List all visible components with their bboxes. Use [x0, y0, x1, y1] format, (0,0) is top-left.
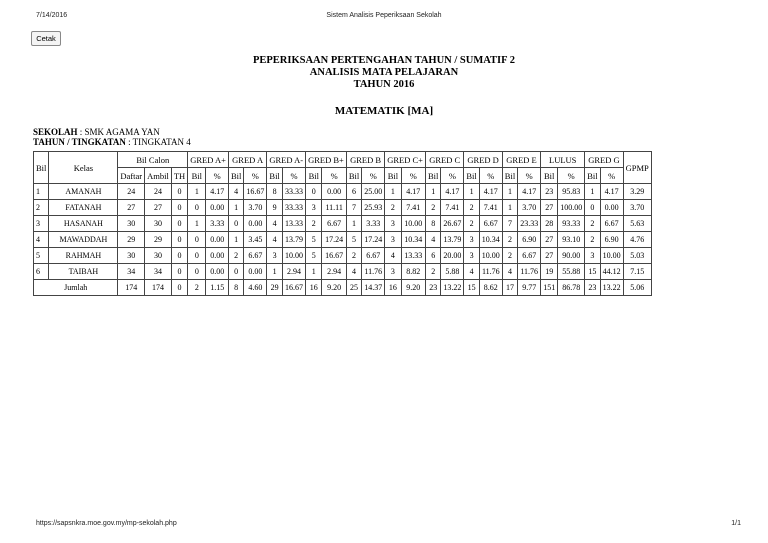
table-cell: 1 [228, 232, 243, 248]
print-page-number: 1/1 [731, 520, 741, 527]
print-date: 7/14/2016 [36, 12, 68, 19]
table-cell: 27 [541, 200, 558, 216]
col-grade: GRED B+ [306, 152, 347, 168]
table-cell: 7.41 [479, 200, 502, 216]
table-cell: 5.03 [623, 248, 651, 264]
table-cell: 6 [425, 248, 440, 264]
table-cell: 10.34 [401, 232, 425, 248]
subcol-bil: Bil [502, 168, 517, 184]
table-cell: 10.00 [282, 248, 305, 264]
table-cell: 7 [502, 216, 517, 232]
table-cell: 7.15 [623, 264, 651, 280]
table-cell: 4 [502, 264, 517, 280]
subcol-pct: % [282, 168, 305, 184]
subcol-bil: Bil [541, 168, 558, 184]
col-grade: GRED D [464, 152, 502, 168]
table-cell: 8.82 [401, 264, 425, 280]
col-bil-calon: Bil Calon [118, 152, 188, 168]
col-grade: GRED A [228, 152, 266, 168]
total-cell: 8.62 [479, 280, 502, 296]
table-cell: 1 [188, 216, 206, 232]
table-cell: 0 [171, 184, 187, 200]
table-cell: 3.29 [623, 184, 651, 200]
table-cell: 25.00 [362, 184, 385, 200]
table-cell: 5 [34, 248, 49, 264]
total-cell: 29 [267, 280, 283, 296]
print-button[interactable]: Cetak [31, 31, 61, 46]
table-cell: 0 [188, 264, 206, 280]
table-cell: 6.67 [362, 248, 385, 264]
subcol-pct: % [600, 168, 623, 184]
table-cell: 16.67 [322, 248, 346, 264]
total-cell: 23 [585, 280, 600, 296]
table-cell: 2 [228, 248, 243, 264]
total-cell: 2 [188, 280, 206, 296]
subcol-bil: Bil [585, 168, 600, 184]
table-cell: 0 [171, 264, 187, 280]
table-cell: 3 [585, 248, 600, 264]
report-title-3: TAHUN 2016 [353, 79, 415, 90]
table-header-row-1 [34, 152, 652, 168]
table-cell: 16.67 [244, 184, 267, 200]
school-line [33, 127, 191, 137]
subcol-bil: Bil [385, 168, 401, 184]
table-cell: 0 [585, 200, 600, 216]
table-cell: 6 [346, 184, 361, 200]
table-cell: 3.45 [244, 232, 267, 248]
table-cell: 6.67 [322, 216, 346, 232]
school-info [33, 127, 191, 147]
table-cell: 2 [502, 248, 517, 264]
table-cell: 7.41 [401, 200, 425, 216]
table-cell: 23 [541, 184, 558, 200]
table-cell: 28 [541, 216, 558, 232]
subcol-pct: % [401, 168, 425, 184]
table-cell: 1 [228, 200, 243, 216]
class-name-cell: HASANAH [49, 216, 118, 232]
table-cell: 3 [464, 232, 479, 248]
col-grade: GRED C [425, 152, 463, 168]
table-cell: 0 [171, 216, 187, 232]
table-cell: 0.00 [206, 248, 229, 264]
table-cell: 10.34 [479, 232, 502, 248]
table-cell: 5 [346, 232, 361, 248]
total-cell: 16 [385, 280, 401, 296]
table-row [34, 216, 652, 232]
table-row [34, 264, 652, 280]
table-cell: 0 [188, 200, 206, 216]
total-cell: 23 [425, 280, 440, 296]
table-cell: 6 [34, 264, 49, 280]
grade-analysis-table [33, 151, 652, 296]
table-cell: 1 [502, 184, 517, 200]
total-cell: 174 [118, 280, 145, 296]
table-cell: 6.90 [600, 232, 623, 248]
subcol-pct: % [322, 168, 346, 184]
table-cell: 0 [171, 200, 187, 216]
subcol-pct: % [479, 168, 502, 184]
table-cell: 0 [188, 232, 206, 248]
table-cell: 30 [118, 248, 145, 264]
table-cell: 4.17 [441, 184, 464, 200]
table-cell: 4.76 [623, 232, 651, 248]
table-cell: 8 [267, 184, 283, 200]
table-cell: 6.67 [244, 248, 267, 264]
table-cell: 90.00 [558, 248, 585, 264]
table-cell: 27 [118, 200, 145, 216]
table-cell: 27 [145, 200, 172, 216]
total-cell: 16 [306, 280, 322, 296]
table-cell: 13.33 [282, 216, 305, 232]
table-cell: 17.24 [362, 232, 385, 248]
table-cell: 15 [585, 264, 600, 280]
table-cell: 3.70 [518, 200, 541, 216]
total-cell: 0 [171, 280, 187, 296]
table-cell: 29 [145, 232, 172, 248]
table-cell: 6.67 [479, 216, 502, 232]
total-cell: 14.37 [362, 280, 385, 296]
table-cell: 0.00 [206, 200, 229, 216]
table-cell: 4 [425, 232, 440, 248]
table-cell: 2 [34, 200, 49, 216]
table-cell: 5 [306, 232, 322, 248]
col-gpmp: GPMP [623, 152, 651, 184]
table-cell: 5.63 [623, 216, 651, 232]
table-cell: 13.33 [401, 248, 425, 264]
table-cell: 4 [267, 216, 283, 232]
total-cell: 9.77 [518, 280, 541, 296]
table-cell: 30 [118, 216, 145, 232]
table-cell: 1 [188, 184, 206, 200]
table-cell: 25.93 [362, 200, 385, 216]
total-cell: 16.67 [282, 280, 305, 296]
table-cell: 8 [425, 216, 440, 232]
table-cell: 6.67 [600, 216, 623, 232]
subcol-bil: Bil [228, 168, 243, 184]
table-cell: 3 [464, 248, 479, 264]
table-cell: 1 [346, 216, 361, 232]
table-cell: 4 [34, 232, 49, 248]
subcol-pct: % [558, 168, 585, 184]
class-name-cell: RAHMAH [49, 248, 118, 264]
table-cell: 3.70 [623, 200, 651, 216]
table-cell: 17.24 [322, 232, 346, 248]
subcol-pct: % [362, 168, 385, 184]
table-cell: 0 [306, 184, 322, 200]
subcol-bil: Bil [267, 168, 283, 184]
subcol-bil: Bil [425, 168, 440, 184]
table-cell: 13.79 [441, 232, 464, 248]
total-cell: 9.20 [401, 280, 425, 296]
total-cell: 151 [541, 280, 558, 296]
table-cell: 4.17 [479, 184, 502, 200]
table-cell: 3 [267, 248, 283, 264]
report-titles [0, 55, 768, 91]
table-cell: 7.41 [441, 200, 464, 216]
col-grade: LULUS [541, 152, 585, 168]
col-grade: GRED A+ [188, 152, 229, 168]
total-cell: 174 [145, 280, 172, 296]
subcol-pct: % [244, 168, 267, 184]
table-cell: 3.33 [362, 216, 385, 232]
col-bil: Bil [34, 152, 49, 184]
total-cell: 17 [502, 280, 517, 296]
table-cell: 3 [385, 216, 401, 232]
table-cell: 95.83 [558, 184, 585, 200]
table-cell: 2.94 [282, 264, 305, 280]
table-cell: 4 [464, 264, 479, 280]
table-cell: 0.00 [600, 200, 623, 216]
table-cell: 1 [464, 184, 479, 200]
subcol-bil: Bil [464, 168, 479, 184]
table-cell: 23.33 [518, 216, 541, 232]
table-cell: 30 [145, 216, 172, 232]
table-cell: 1 [267, 264, 283, 280]
table-cell: 3 [385, 264, 401, 280]
table-cell: 4 [228, 184, 243, 200]
table-cell: 3 [385, 232, 401, 248]
total-cell: 5.06 [623, 280, 651, 296]
table-cell: 7 [346, 200, 361, 216]
table-cell: 24 [118, 184, 145, 200]
table-cell: 0.00 [322, 184, 346, 200]
table-cell: 10.00 [600, 248, 623, 264]
table-cell: 2 [346, 248, 361, 264]
table-cell: 93.10 [558, 232, 585, 248]
subcol-bil: Bil [188, 168, 206, 184]
total-cell: 86.78 [558, 280, 585, 296]
col-grade: GRED B [346, 152, 384, 168]
subcol-pct: % [206, 168, 229, 184]
table-cell: 1 [306, 264, 322, 280]
table-cell: 2 [385, 200, 401, 216]
table-cell: 13.79 [282, 232, 305, 248]
total-cell: 8 [228, 280, 243, 296]
col-kelas: Kelas [49, 152, 118, 184]
table-cell: 11.76 [518, 264, 541, 280]
subcol-calon: Ambil [145, 168, 172, 184]
table-cell: 2 [464, 200, 479, 216]
table-cell: 9 [267, 200, 283, 216]
table-cell: 11.76 [362, 264, 385, 280]
table-cell: 3 [306, 200, 322, 216]
year-line [33, 137, 191, 147]
class-name-cell: TAIBAH [49, 264, 118, 280]
table-cell: 19 [541, 264, 558, 280]
table-cell: 24 [145, 184, 172, 200]
school-value: : SMK AGAMA YAN [77, 127, 160, 137]
table-cell: 33.33 [282, 184, 305, 200]
table-cell: 3 [34, 216, 49, 232]
table-body [34, 184, 652, 296]
table-cell: 10.00 [479, 248, 502, 264]
table-cell: 4 [385, 248, 401, 264]
table-cell: 1 [425, 184, 440, 200]
year-value: : TINGKATAN 4 [125, 137, 191, 147]
total-cell: 13.22 [600, 280, 623, 296]
table-cell: 6.67 [518, 248, 541, 264]
table-cell: 0 [188, 248, 206, 264]
class-name-cell: AMANAH [49, 184, 118, 200]
class-name-cell: FATANAH [49, 200, 118, 216]
table-cell: 93.33 [558, 216, 585, 232]
table-cell: 11.11 [322, 200, 346, 216]
table-row [34, 200, 652, 216]
year-label: TAHUN / TINGKATAN [33, 137, 126, 147]
table-cell: 4.17 [518, 184, 541, 200]
table-cell: 2 [502, 232, 517, 248]
table-cell: 5 [306, 248, 322, 264]
table-cell: 4.17 [600, 184, 623, 200]
subcol-bil: Bil [306, 168, 322, 184]
table-cell: 1 [385, 184, 401, 200]
col-grade: GRED E [502, 152, 540, 168]
table-cell: 20.00 [441, 248, 464, 264]
table-cell: 0.00 [244, 216, 267, 232]
table-row [34, 248, 652, 264]
total-cell: 4.60 [244, 280, 267, 296]
total-cell: 15 [464, 280, 479, 296]
table-cell: 4 [267, 232, 283, 248]
table-cell: 27 [541, 248, 558, 264]
table-cell: 0 [171, 248, 187, 264]
col-grade: GRED C+ [385, 152, 426, 168]
table-cell: 29 [118, 232, 145, 248]
table-cell: 0 [228, 264, 243, 280]
subcol-calon: Daftar [118, 168, 145, 184]
subject-title: MATEMATIK [MA] [334, 105, 434, 117]
total-cell: 9.20 [322, 280, 346, 296]
table-cell: 2 [425, 264, 440, 280]
report-title-1: PEPERIKSAAN PERTENGAHAN TAHUN / SUMATIF 2 [252, 55, 516, 66]
table-cell: 0 [228, 216, 243, 232]
table-cell: 34 [118, 264, 145, 280]
table-cell: 1 [585, 184, 600, 200]
subcol-calon: TH [171, 168, 187, 184]
table-cell: 1 [34, 184, 49, 200]
print-page-title: Sistem Analisis Peperiksaan Sekolah [326, 12, 442, 19]
table-cell: 2.94 [322, 264, 346, 280]
print-url: https://sapsnkra.moe.gov.my/mp-sekolah.php [36, 520, 177, 527]
table-cell: 10.00 [401, 216, 425, 232]
table-cell: 0 [171, 232, 187, 248]
total-cell: 25 [346, 280, 361, 296]
table-cell: 34 [145, 264, 172, 280]
total-label: Jumlah [34, 280, 118, 296]
class-name-cell: MAWADDAH [49, 232, 118, 248]
col-grade: GRED A- [267, 152, 306, 168]
col-grade: GRED G [585, 152, 623, 168]
table-cell: 11.76 [479, 264, 502, 280]
table-cell: 44.12 [600, 264, 623, 280]
table-cell: 55.88 [558, 264, 585, 280]
total-cell: 13.22 [441, 280, 464, 296]
table-cell: 0.00 [206, 264, 229, 280]
subcol-bil: Bil [346, 168, 361, 184]
table-cell: 3.70 [244, 200, 267, 216]
table-cell: 30 [145, 248, 172, 264]
table-cell: 5.88 [441, 264, 464, 280]
table-cell: 4 [346, 264, 361, 280]
table-cell: 2 [585, 216, 600, 232]
table-cell: 26.67 [441, 216, 464, 232]
table-cell: 2 [306, 216, 322, 232]
total-cell: 1.15 [206, 280, 229, 296]
table-row [34, 184, 652, 200]
table-header-row-2 [34, 168, 652, 184]
table-cell: 2 [585, 232, 600, 248]
table-cell: 100.00 [558, 200, 585, 216]
table-cell: 0.00 [244, 264, 267, 280]
table-cell: 2 [425, 200, 440, 216]
subcol-pct: % [441, 168, 464, 184]
table-cell: 3.33 [206, 216, 229, 232]
table-row [34, 232, 652, 248]
table-cell: 1 [502, 200, 517, 216]
table-cell: 4.17 [401, 184, 425, 200]
table-cell: 4.17 [206, 184, 229, 200]
table-cell: 0.00 [206, 232, 229, 248]
table-cell: 6.90 [518, 232, 541, 248]
table-cell: 33.33 [282, 200, 305, 216]
table-cell: 27 [541, 232, 558, 248]
report-title-2: ANALISIS MATA PELAJARAN [309, 67, 459, 78]
table-cell: 2 [464, 216, 479, 232]
total-row [34, 280, 652, 296]
school-label: SEKOLAH [33, 127, 78, 137]
subcol-pct: % [518, 168, 541, 184]
